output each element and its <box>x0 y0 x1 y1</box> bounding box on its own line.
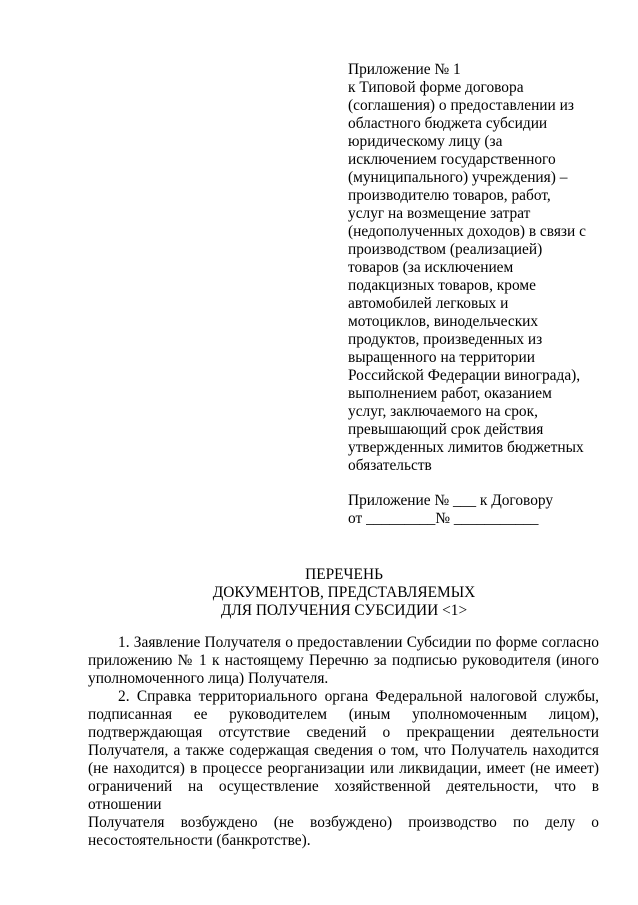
paragraph-line: подписанная ее руководителем (иным уполномоченным лицом), <box>88 706 599 723</box>
appendix-line: юридическому лицу (за <box>348 133 503 150</box>
appendix-line: Приложение № 1 <box>348 61 461 78</box>
appendix-line: товаров (за исключением <box>348 259 514 276</box>
appendix-line: превышающий срок действия <box>348 421 544 438</box>
appendix-line: автомобилей легковых и <box>348 295 509 312</box>
appendix-line: утвержденных лимитов бюджетных <box>348 439 584 456</box>
appendix-line: Российской Федерации винограда), <box>348 367 581 384</box>
document-title <box>0 566 638 620</box>
paragraph-line: 1. Заявление Получателя о предоставлении Субсидии по форме согласно <box>118 634 599 651</box>
contract-reference <box>348 492 598 528</box>
title-line: ДОКУМЕНТОВ, ПРЕДСТАВЛЯЕМЫХ <box>212 584 476 601</box>
appendix-line: мотоциклов, винодельческих <box>348 313 539 330</box>
appendix-line: обязательств <box>348 457 432 474</box>
paragraph-line: ограничений на осуществление хозяйственной деятельности, что в отношении <box>88 778 599 813</box>
appendix-line: (муниципального) учреждения) – <box>348 169 568 186</box>
appendix-line: продуктов, произведенных из <box>348 331 543 348</box>
contract-reference-line: от _________№ ___________ <box>348 510 539 527</box>
appendix-header <box>348 61 598 528</box>
paragraph-1 <box>88 634 599 688</box>
appendix-line: исключением государственного <box>348 151 556 168</box>
paragraph-line: 2. Справка территориального органа Федеральной налоговой службы, <box>118 688 599 705</box>
appendix-line: производством (реализацией) <box>348 241 543 258</box>
appendix-line: к Типовой форме договора <box>348 79 524 96</box>
paragraph-line: Получателя возбуждено (не возбуждено) производство по делу о <box>88 814 599 831</box>
paragraph-line: приложению № 1 к настоящему Перечню за подписью руководителя (иного <box>88 652 599 669</box>
document-body <box>88 634 599 850</box>
contract-reference-line: Приложение № ___ к Договору <box>348 492 554 509</box>
appendix-line: выполнением работ, оказанием <box>348 385 552 402</box>
appendix-line: услуг, заключаемого на срок, <box>348 403 538 420</box>
appendix-line: (соглашения) о предоставлении из <box>348 97 574 114</box>
title-line: ДЛЯ ПОЛУЧЕНИЯ СУБСИДИИ <1> <box>220 602 468 619</box>
appendix-line: (недополученных доходов) в связи с <box>348 223 586 240</box>
paragraph-2 <box>88 688 599 850</box>
paragraph-line: Получателя, а также содержащая сведения о том, что Получатель находится <box>88 742 599 759</box>
appendix-line: областного бюджета субсидии <box>348 115 548 132</box>
appendix-line: подакцизных товаров, кроме <box>348 277 536 294</box>
appendix-line: выращенного на территории <box>348 349 535 366</box>
appendix-line: услуг на возмещение затрат <box>348 205 531 222</box>
paragraph-line: несостоятельности (банкротстве). <box>88 832 311 849</box>
paragraph-line: уполномоченного лица) Получателя. <box>88 670 329 687</box>
appendix-line: производителю товаров, работ, <box>348 187 551 204</box>
paragraph-line: (не находится) в процессе реорганизации или ликвидации, имеет (не имеет) <box>88 760 599 777</box>
paragraph-line: подтверждающая отсутствие сведений о прекращении деятельности <box>88 724 599 741</box>
title-line: ПЕРЕЧЕНЬ <box>305 566 383 583</box>
